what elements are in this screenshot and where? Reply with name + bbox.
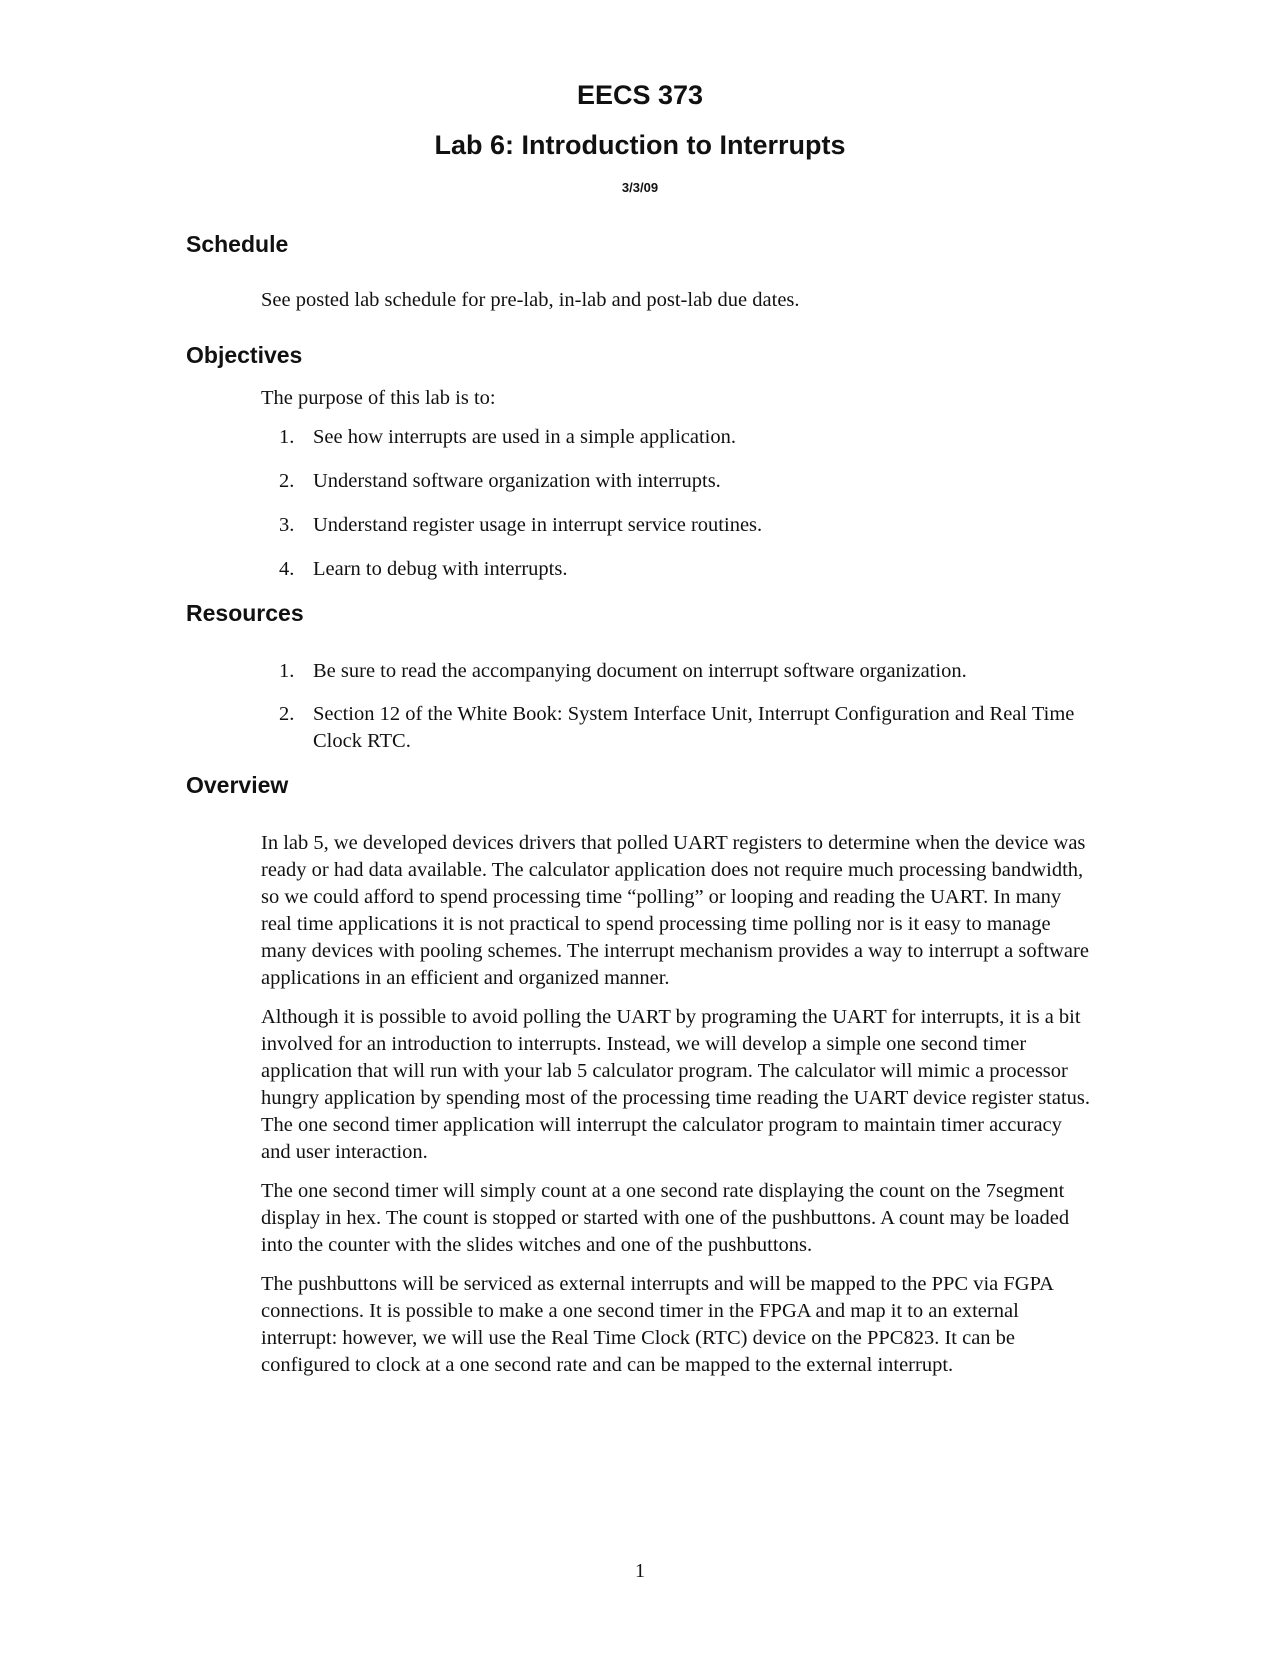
overview-body xyxy=(261,830,1091,1391)
resources-body xyxy=(261,658,1091,772)
list-item xyxy=(261,556,1091,583)
lab-title: Lab 6: Introduction to Interrupts xyxy=(434,130,846,160)
list-item-number: 3. xyxy=(279,514,295,536)
list-item xyxy=(261,658,1091,685)
list-item-number: 4. xyxy=(279,558,295,580)
page-number: 1 xyxy=(635,1560,645,1582)
list-item-text: Understand register usage in interrupt service routines. xyxy=(313,514,763,536)
objectives-heading: Objectives xyxy=(186,342,303,368)
overview-paragraph: The one second timer will simply count at a one second rate displaying the count on the 7segment display in hex. The count is stopped or started with one of the pushbuttons. A count may be loaded into the counter with the slides witches and one of the pushbuttons. xyxy=(261,1180,1070,1256)
list-item-text: Learn to debug with interrupts. xyxy=(313,558,568,580)
course-title: EECS 373 xyxy=(576,80,704,110)
list-item-number: 2. xyxy=(279,703,295,725)
objectives-body xyxy=(261,385,1091,600)
objectives-intro: The purpose of this lab is to: xyxy=(261,387,496,409)
list-item-text: Section 12 of the White Book: System Interface Unit, Interrupt Configuration and Real Time Clock RTC. xyxy=(313,703,1075,752)
overview-paragraph: Although it is possible to avoid polling the UART by programing the UART for interrupts, it is a bit involved for an introduction to interrupts. Instead, we will develop a simple one second timer application that will run with your lab 5 calculator program. The calculator will mimic a processor hungry application by spending most of the processing time reading the UART device register status. The one second timer application will interrupt the calculator program to maintain timer accuracy and user interaction. xyxy=(261,1006,1091,1163)
resources-list xyxy=(261,658,1091,755)
list-item-number: 1. xyxy=(279,660,295,682)
list-item-text: See how interrupts are used in a simple application. xyxy=(313,426,736,448)
objectives-list xyxy=(261,424,1091,583)
list-item xyxy=(261,701,1091,755)
list-item-number: 1. xyxy=(279,426,295,448)
list-item-text: Be sure to read the accompanying document on interrupt software organization. xyxy=(313,660,967,682)
list-item xyxy=(261,468,1091,495)
resources-heading: Resources xyxy=(186,600,304,626)
schedule-body xyxy=(261,287,1091,326)
schedule-heading: Schedule xyxy=(186,231,289,257)
document-date: 3/3/09 xyxy=(621,180,659,195)
list-item-number: 2. xyxy=(279,470,295,492)
title-block xyxy=(0,78,1280,195)
list-item xyxy=(261,424,1091,451)
overview-paragraph: In lab 5, we developed devices drivers that polled UART registers to determine when the device was ready or had data available. The calculator application does not require much processing bandwidth, so we could afford to spend processing time “polling” or looping and reading the UART. In many real time applications it is not practical to spend processing time polling nor is it easy to manage many devices with pooling schemes. The interrupt mechanism provides a way to interrupt a software applications in an efficient and organized manner. xyxy=(261,832,1089,989)
list-item xyxy=(261,512,1091,539)
overview-paragraph: The pushbuttons will be serviced as external interrupts and will be mapped to the PPC via FGPA connections. It is possible to make a one second timer in the FPGA and map it to an external interrupt: however, we will use the Real Time Clock (RTC) device on the PPC823. It can be configured to clock at a one second rate and can be mapped to the external interrupt. xyxy=(261,1273,1053,1376)
list-item-text: Understand software organization with interrupts. xyxy=(313,470,721,492)
overview-heading: Overview xyxy=(186,772,289,798)
schedule-text: See posted lab schedule for pre-lab, in-lab and post-lab due dates. xyxy=(261,289,800,311)
